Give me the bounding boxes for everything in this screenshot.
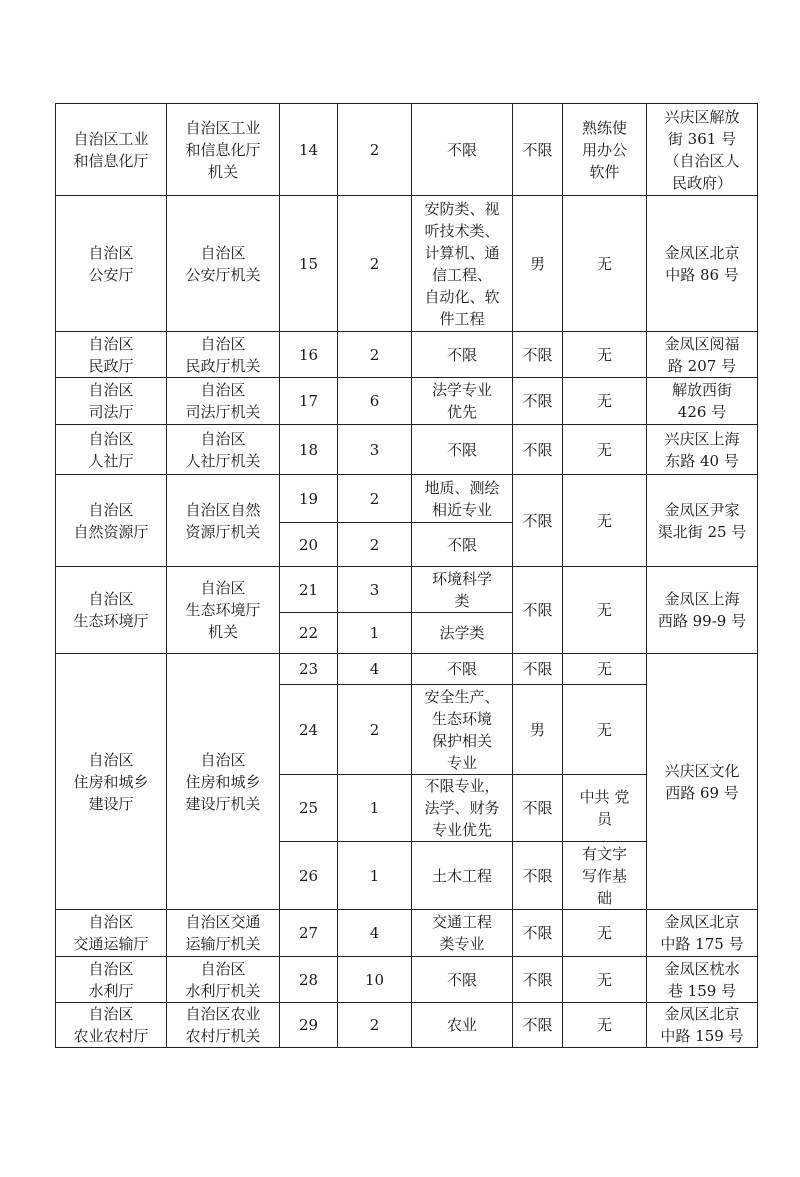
unit-cell: 自治区 人社厅机关: [167, 425, 280, 475]
other-requirement-cell: 无: [563, 378, 647, 425]
position-code-cell: 24: [280, 685, 338, 775]
headcount-cell: 2: [338, 685, 412, 775]
table-row: [56, 910, 758, 957]
other-requirement-cell: 无: [563, 685, 647, 775]
other-requirement-cell: 无: [563, 910, 647, 957]
gender-cell: 不限: [513, 567, 563, 654]
unit-cell: 自治区 生态环境厅 机关: [167, 567, 280, 654]
department-cell: 自治区 自然资源厅: [56, 475, 167, 567]
position-code-cell: 14: [280, 104, 338, 196]
unit-cell: 自治区 司法厅机关: [167, 378, 280, 425]
position-code-cell: 17: [280, 378, 338, 425]
position-code-cell: 29: [280, 1003, 338, 1048]
department-cell: 自治区 人社厅: [56, 425, 167, 475]
major-cell: 土木工程: [412, 842, 513, 910]
headcount-cell: 2: [338, 196, 412, 332]
gender-cell: 男: [513, 685, 563, 775]
address-cell: 金凤区北京 中路 159 号: [647, 1003, 758, 1048]
major-cell: 不限专业， 法学、财务 专业优先: [412, 775, 513, 842]
major-cell: 不限: [412, 104, 513, 196]
department-cell: 自治区 民政厅: [56, 332, 167, 378]
position-code-cell: 19: [280, 475, 338, 523]
address-cell: 金凤区阅福 路 207 号: [647, 332, 758, 378]
table-row: [56, 104, 758, 196]
department-cell: 自治区 司法厅: [56, 378, 167, 425]
unit-cell: 自治区 住房和城乡 建设厅机关: [167, 654, 280, 910]
unit-cell: 自治区交通 运输厅机关: [167, 910, 280, 957]
gender-cell: 不限: [513, 957, 563, 1003]
department-cell: 自治区工业 和信息化厅: [56, 104, 167, 196]
table-row: [56, 425, 758, 475]
department-cell: 自治区 农业农村厅: [56, 1003, 167, 1048]
table-row: [56, 957, 758, 1003]
table-row: [56, 196, 758, 332]
headcount-cell: 1: [338, 775, 412, 842]
gender-cell: 不限: [513, 910, 563, 957]
department-cell: 自治区 公安厅: [56, 196, 167, 332]
address-cell: 兴庆区上海 东路 40 号: [647, 425, 758, 475]
other-requirement-cell: 熟练使 用办公 软件: [563, 104, 647, 196]
major-cell: 农业: [412, 1003, 513, 1048]
major-cell: 交通工程 类专业: [412, 910, 513, 957]
unit-cell: 自治区自然 资源厅机关: [167, 475, 280, 567]
address-cell: 金凤区尹家 渠北街 25 号: [647, 475, 758, 567]
gender-cell: 不限: [513, 475, 563, 567]
gender-cell: 男: [513, 196, 563, 332]
position-code-cell: 18: [280, 425, 338, 475]
address-cell: 金凤区北京 中路 86 号: [647, 196, 758, 332]
unit-cell: 自治区 公安厅机关: [167, 196, 280, 332]
gender-cell: 不限: [513, 425, 563, 475]
table-row: [56, 475, 758, 523]
address-cell: 金凤区北京 中路 175 号: [647, 910, 758, 957]
other-requirement-cell: 中共 党 员: [563, 775, 647, 842]
headcount-cell: 2: [338, 523, 412, 567]
other-requirement-cell: 无: [563, 654, 647, 685]
other-requirement-cell: 无: [563, 1003, 647, 1048]
headcount-cell: 10: [338, 957, 412, 1003]
headcount-cell: 2: [338, 104, 412, 196]
table-row: [56, 1003, 758, 1048]
major-cell: 不限: [412, 523, 513, 567]
other-requirement-cell: 无: [563, 425, 647, 475]
address-cell: 解放西街 426 号: [647, 378, 758, 425]
position-code-cell: 25: [280, 775, 338, 842]
position-code-cell: 28: [280, 957, 338, 1003]
positions-table: [55, 103, 758, 1048]
headcount-cell: 4: [338, 910, 412, 957]
address-cell: 金凤区上海 西路 99-9 号: [647, 567, 758, 654]
department-cell: 自治区 水利厅: [56, 957, 167, 1003]
headcount-cell: 3: [338, 567, 412, 613]
position-code-cell: 15: [280, 196, 338, 332]
other-requirement-cell: 有文字 写作基 础: [563, 842, 647, 910]
other-requirement-cell: 无: [563, 332, 647, 378]
other-requirement-cell: 无: [563, 957, 647, 1003]
position-code-cell: 21: [280, 567, 338, 613]
address-cell: 金凤区枕水 巷 159 号: [647, 957, 758, 1003]
position-code-cell: 23: [280, 654, 338, 685]
major-cell: 安防类、视 听技术类、 计算机、通 信工程、 自动化、软 件工程: [412, 196, 513, 332]
unit-cell: 自治区工业 和信息化厅 机关: [167, 104, 280, 196]
department-cell: 自治区 生态环境厅: [56, 567, 167, 654]
major-cell: 安全生产、 生态环境 保护相关 专业: [412, 685, 513, 775]
major-cell: 法学类: [412, 613, 513, 654]
headcount-cell: 1: [338, 613, 412, 654]
other-requirement-cell: 无: [563, 475, 647, 567]
unit-cell: 自治区 民政厅机关: [167, 332, 280, 378]
department-cell: 自治区 住房和城乡 建设厅: [56, 654, 167, 910]
gender-cell: 不限: [513, 378, 563, 425]
major-cell: 地质、测绘 相近专业: [412, 475, 513, 523]
position-code-cell: 26: [280, 842, 338, 910]
headcount-cell: 6: [338, 378, 412, 425]
table-row: [56, 332, 758, 378]
other-requirement-cell: 无: [563, 567, 647, 654]
position-code-cell: 22: [280, 613, 338, 654]
headcount-cell: 4: [338, 654, 412, 685]
other-requirement-cell: 无: [563, 196, 647, 332]
headcount-cell: 1: [338, 842, 412, 910]
major-cell: 不限: [412, 332, 513, 378]
major-cell: 不限: [412, 957, 513, 1003]
headcount-cell: 2: [338, 1003, 412, 1048]
major-cell: 不限: [412, 654, 513, 685]
position-code-cell: 20: [280, 523, 338, 567]
gender-cell: 不限: [513, 654, 563, 685]
address-cell: 兴庆区解放 街 361 号 （自治区人 民政府）: [647, 104, 758, 196]
table-row: [56, 378, 758, 425]
major-cell: 法学专业 优先: [412, 378, 513, 425]
unit-cell: 自治区农业 农村厅机关: [167, 1003, 280, 1048]
department-cell: 自治区 交通运输厅: [56, 910, 167, 957]
headcount-cell: 2: [338, 475, 412, 523]
table-row: [56, 654, 758, 685]
gender-cell: 不限: [513, 775, 563, 842]
address-cell: 兴庆区文化 西路 69 号: [647, 654, 758, 910]
major-cell: 不限: [412, 425, 513, 475]
gender-cell: 不限: [513, 842, 563, 910]
headcount-cell: 3: [338, 425, 412, 475]
position-code-cell: 27: [280, 910, 338, 957]
headcount-cell: 2: [338, 332, 412, 378]
table-row: [56, 567, 758, 613]
major-cell: 环境科学 类: [412, 567, 513, 613]
gender-cell: 不限: [513, 332, 563, 378]
position-code-cell: 16: [280, 332, 338, 378]
gender-cell: 不限: [513, 1003, 563, 1048]
unit-cell: 自治区 水利厅机关: [167, 957, 280, 1003]
gender-cell: 不限: [513, 104, 563, 196]
